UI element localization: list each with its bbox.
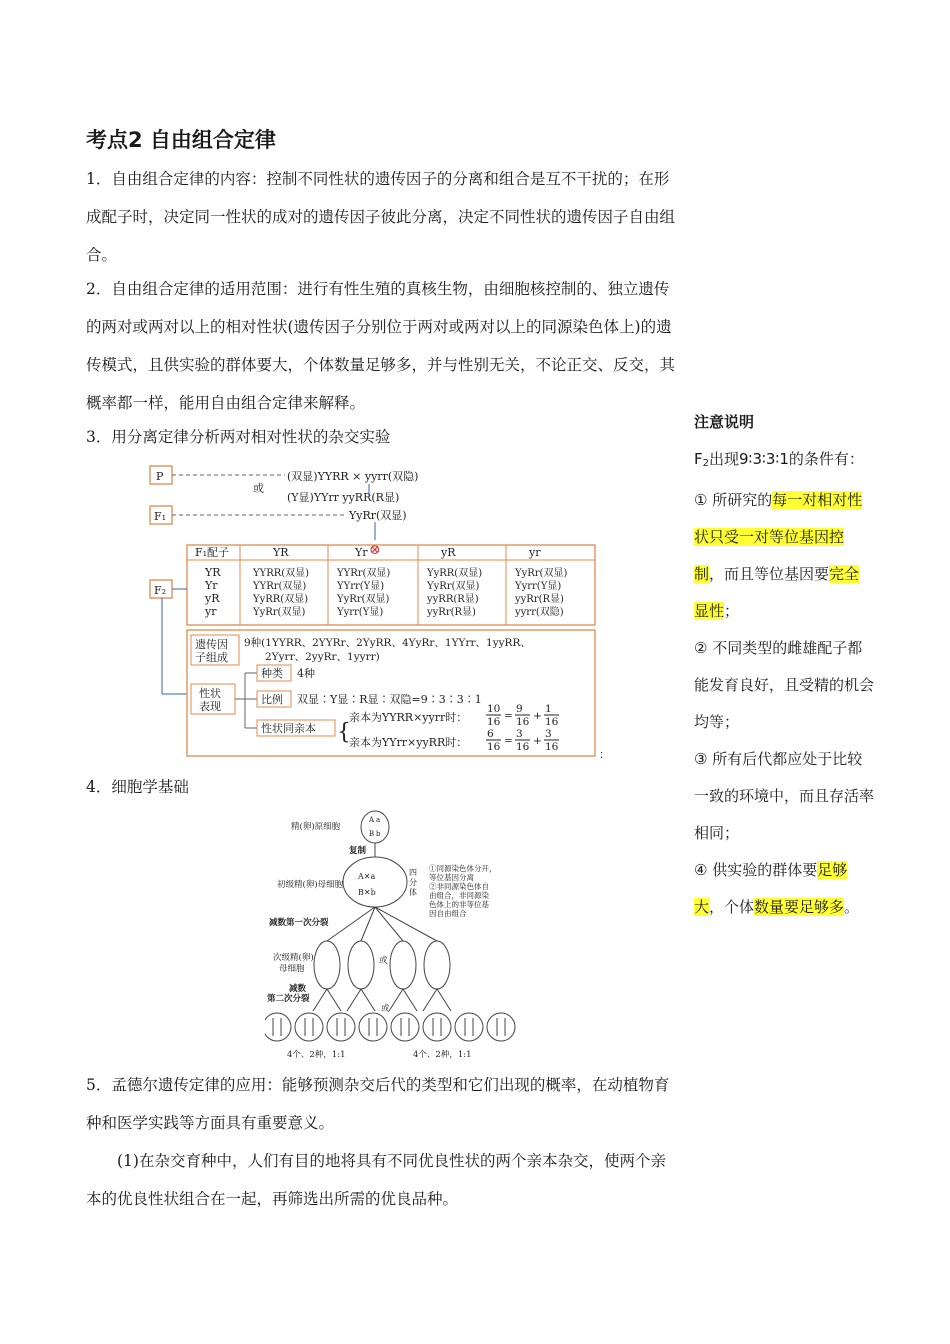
fraction-denominator: 16 — [487, 716, 501, 728]
punnett-cell: YyRr(双显) — [427, 581, 480, 592]
punnett-col-header: yr — [529, 546, 541, 559]
punnett-cell: YYRr(双显) — [337, 568, 391, 579]
punnett-row-header: yr — [205, 605, 217, 618]
section-title: 考点2 自由组合定律 — [86, 128, 276, 152]
paragraph-content: 1．自由组合定律的内容：控制不同性状的遗传因子的分离和组合是互不干扰的；在形成配子时，决定同一性状的成对的遗传因子彼此分离，决定不同性状的遗传因子自由组合。 — [86, 170, 676, 264]
punnett-col-header: YR — [273, 546, 289, 559]
cross-line-2: (Y显)YYrr yyRR(R显) — [287, 491, 400, 504]
svg-text:A: A — [369, 816, 375, 824]
punnett-col-header: yR — [441, 546, 456, 559]
secondary-cell — [348, 941, 374, 989]
geno-label-2: 子组成 — [195, 651, 228, 664]
pheno-label-2: 表现 — [199, 700, 221, 713]
fraction-numerator: 6 — [487, 728, 494, 740]
meiosis-note-line: 色体上的非等位基 — [429, 900, 489, 909]
sidebar-item-3: ③ 所有后代都应处于比较一致的环境中，而且存活率相同； — [694, 750, 875, 842]
gamete-count-1: 4个、2种，1:1 — [287, 1050, 346, 1060]
paragraph-application: 5．孟德尔遗传定律的应用：能够预测杂交后代的类型和它们出现的概率，在动植物育种和医学实践等方面具有重要意义。 — [86, 1076, 670, 1132]
secondary-cell — [390, 941, 416, 989]
branch-line — [423, 989, 437, 1011]
svg-text:B✕b: B✕b — [358, 888, 376, 897]
label-f2: F₂ — [154, 584, 167, 597]
paragraph-hybrid-title: 3．用分离定律分析两对相对性状的杂交实验 — [86, 428, 391, 446]
paragraph-scope: 2．自由组合定律的适用范围：进行有性生殖的真核生物，由细胞核控制的、独立遗传的两对或两对以上的相对性状(遗传因子分别位于两对或两对以上的同源染色体上)的遗传模式，且供实验的群体要大，个体数量足够多，并与性别无关，不论正交、反交，其概率都一样，能用自由组合定律来解释。 — [86, 280, 676, 412]
punnett-cell: yyrr(双隐) — [515, 607, 564, 618]
label-meiosis-2b: 第二次分裂 — [267, 994, 310, 1004]
sidebar-note — [694, 404, 874, 926]
meiosis-note-line: 因自由组合 — [429, 909, 467, 918]
fraction-numerator: 10 — [487, 703, 501, 715]
label-f1: F₁ — [154, 510, 167, 523]
punnett-col-header: F₁配子 — [195, 546, 230, 559]
geno-text-2: 2Yyrr、2yyRr、1yyrr) — [265, 651, 380, 663]
punnett-cell: YYRr(双显) — [253, 581, 307, 592]
svg-text:b: b — [376, 830, 381, 838]
pheno-label-1: 性状 — [199, 687, 221, 700]
plus-sign: + — [533, 710, 542, 722]
punnett-row-header: YR — [205, 566, 221, 579]
branch-line — [375, 907, 437, 941]
punnett-cell: YYrr(Y显) — [337, 581, 385, 592]
label-p: P — [156, 470, 164, 483]
punnett-cell: Yyrr(Y显) — [515, 581, 562, 592]
secondary-cell — [424, 941, 450, 989]
kind-value: 4种 — [297, 667, 315, 680]
punnett-cell: yyRR(R显) — [427, 594, 479, 605]
punnett-row-header: Yr — [205, 579, 218, 592]
f1-genotype: YyRr(双显) — [349, 509, 407, 522]
sidebar-item-1: ① 所研究的每一对相对性状只受一对等位基因控制，而且等位基因要完全显性； — [694, 491, 863, 620]
punnett-col-header: Yr — [355, 546, 368, 559]
branch-line — [389, 989, 403, 1011]
fraction-denominator: 16 — [516, 716, 530, 728]
gamete-cell — [265, 1013, 291, 1041]
branch-line — [313, 989, 327, 1011]
plus-sign: + — [533, 735, 542, 747]
gamete-cell — [295, 1013, 323, 1041]
sidebar-intro: $F_2$出现9∶3∶3∶1的条件有： — [694, 450, 864, 469]
gamete-cell — [487, 1013, 515, 1041]
label-meiosis-2a: 减数 — [289, 984, 307, 994]
punnett-cell: Yyrr(Y显) — [337, 607, 384, 618]
punnett-cell: YyRR(双显) — [253, 594, 309, 605]
gamete-cell — [455, 1013, 483, 1041]
fraction-denominator: 16 — [516, 741, 530, 753]
paragraph-cytology-title: 4．细胞学基础 — [86, 778, 189, 796]
meiosis-note-line: ①同源染色体分开， — [429, 864, 497, 873]
punnett-cell: YyRr(双显) — [515, 568, 568, 579]
selfing-symbol: ⊗ — [369, 542, 381, 558]
fraction-denominator: 16 — [487, 741, 501, 753]
sidebar-item-4: ④ 供实验的群体要足够大，个体数量要足够多。 — [694, 861, 860, 916]
gamete-cell — [327, 1013, 355, 1041]
label-meiosis-1: 减数第一次分裂 — [269, 918, 329, 928]
svg-text:B: B — [369, 830, 375, 838]
geno-label-1: 遗传因 — [195, 638, 228, 651]
or-label-2: 或 — [381, 1004, 390, 1014]
punnett-cell: YYRR(双显) — [253, 568, 310, 579]
label-primary: 初级精(卵)母细胞 — [277, 880, 344, 890]
meiosis-note-line: ②非同源染色体自 — [429, 882, 489, 891]
meiosis-note-line: 等位基因分离 — [429, 873, 474, 882]
geno-text-1: 9种(1YYRR、2YYRr、2YyRR、4YyRr、1YYrr、1yyRR、 — [244, 637, 531, 649]
punnett-cell: YyRR(双显) — [427, 568, 483, 579]
gamete-cell — [423, 1013, 451, 1041]
svg-text:a: a — [376, 816, 381, 824]
parent-case-2: 亲本为YYrr×yyRR时： — [349, 736, 468, 749]
fraction-denominator: 16 — [545, 716, 559, 728]
fraction-numerator: 3 — [545, 728, 552, 740]
meiosis-diagram — [265, 805, 525, 1060]
punnett-cell: yyRr(R显) — [427, 607, 476, 618]
branch-line — [347, 989, 361, 1011]
fraction-numerator: 9 — [516, 703, 523, 715]
label-replicate: 复制 — [349, 846, 367, 856]
equals-sign: = — [504, 735, 513, 747]
or-label: 或 — [253, 482, 264, 495]
paragraph-breeding: (1)在杂交育种中，人们有目的地将具有不同优良性状的两个亲本杂交，使两个亲本的优良性状组合在一起，再筛选出所需的优良品种。 — [86, 1152, 666, 1208]
sidebar-heading: 注意说明 — [694, 413, 755, 431]
svg-text:分: 分 — [409, 878, 417, 887]
fraction-numerator: 1 — [545, 703, 552, 715]
punnett-cell: YyRr(双显) — [253, 607, 306, 618]
gamete-cell — [359, 1013, 387, 1041]
svg-text:四: 四 — [409, 868, 417, 877]
gamete-count-2: 4个、2种，1:1 — [413, 1050, 472, 1060]
parent-label: 性状同亲本 — [261, 722, 316, 735]
meiosis-note-line: 由组合，非同源染 — [429, 891, 489, 900]
sidebar-item-2: ② 不同类型的雌雄配子都能发育良好，且受精的机会均等； — [694, 639, 875, 731]
svg-text:A✕a: A✕a — [358, 872, 376, 881]
fraction-denominator: 16 — [545, 741, 559, 753]
kind-label: 种类 — [261, 667, 283, 680]
cross-line-1: (双显)YYRR × yyrr(双隐) — [287, 470, 419, 483]
cross-diagram — [145, 458, 615, 762]
svg-text:体: 体 — [409, 888, 417, 897]
ratio-value: 双显∶Y显∶R显∶双隐=9∶3∶3∶1 — [297, 693, 482, 706]
svg-text:{: { — [337, 720, 351, 745]
parent-case-1: 亲本为YYRR×yyrr时： — [349, 711, 468, 724]
tail-colon: ： — [599, 748, 610, 761]
gamete-cell — [391, 1013, 419, 1041]
equals-sign: = — [504, 710, 513, 722]
punnett-cell: YyRr(双显) — [337, 594, 390, 605]
label-secondary-2: 母细胞 — [279, 964, 305, 974]
branch-line — [361, 989, 375, 1011]
punnett-cell: yyRr(R显) — [515, 594, 564, 605]
label-primordial: 精(卵)原细胞 — [291, 822, 341, 832]
ratio-label: 比例 — [261, 693, 283, 706]
branch-line — [327, 989, 341, 1011]
punnett-row-header: yR — [205, 592, 220, 605]
or-label-1: 或 — [379, 956, 388, 966]
branch-line — [437, 989, 451, 1011]
secondary-cell — [314, 941, 340, 989]
label-secondary-1: 次级精(卵) — [273, 953, 314, 963]
branch-line — [403, 989, 417, 1011]
branch-line — [375, 907, 403, 941]
fraction-numerator: 3 — [516, 728, 523, 740]
